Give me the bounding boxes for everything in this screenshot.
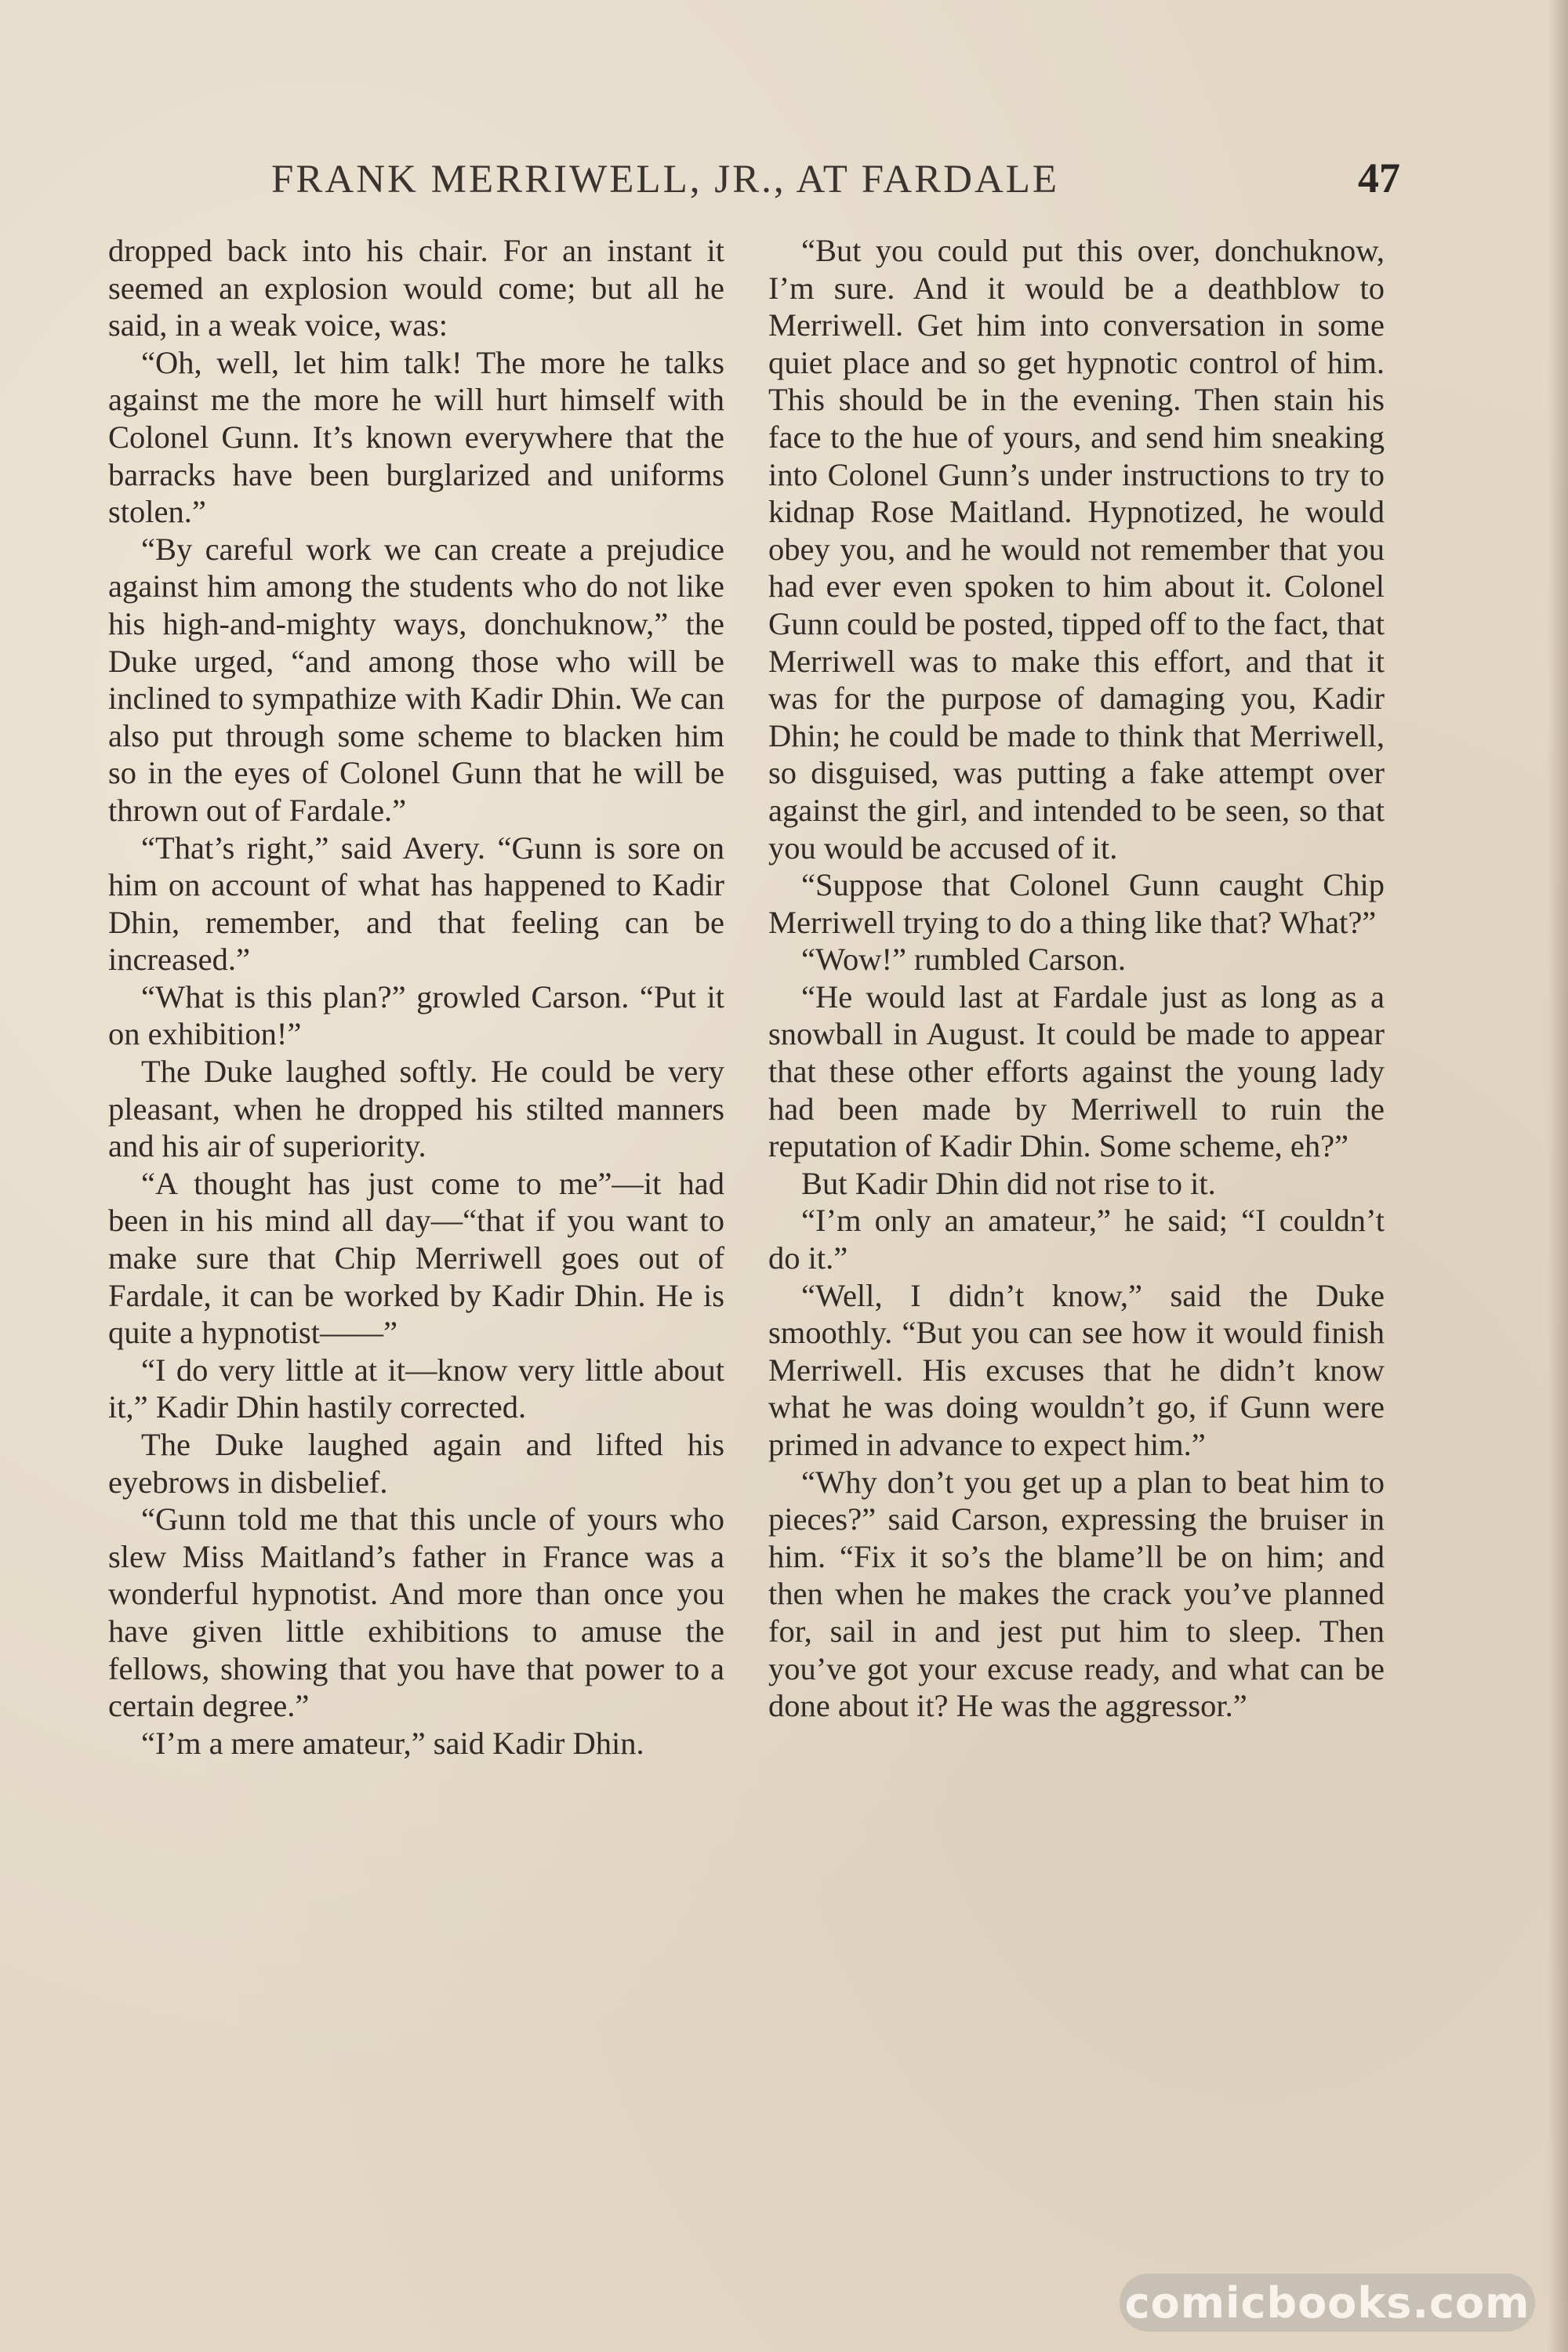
paragraph: “Why don’t you get up a plan to beat him to pieces?” said Carson, expressing the bruiser in him. “Fix it so’s the blame’ll be on him; and then when he makes the crack you’ve planned for, sail in and jest put him to sleep. Then you’ve got your excuse ready, and what can be done about it? He was the aggressor.” bbox=[768, 1464, 1385, 1724]
page-edge-shadow bbox=[1548, 0, 1568, 2352]
paragraph: But Kadir Dhin did not rise to it. bbox=[801, 1165, 1216, 1201]
paragraph: “I’m a mere amateur,” said Kadir Dhin. bbox=[141, 1725, 644, 1761]
paragraph: “Wow!” rumbled Carson. bbox=[801, 942, 1126, 978]
running-header bbox=[271, 154, 1400, 209]
paragraph: “What is this plan?” growled Carson. “Put it on exhibition!” bbox=[108, 978, 724, 1052]
running-title: FRANK MERRIWELL, JR., AT FARDALE bbox=[271, 158, 1060, 201]
paragraph: “I’m only an amateur,” he said; “I couldn’t do it.” bbox=[768, 1203, 1385, 1276]
paragraph: “By careful work we can create a prejudice against him among the students who do not like his high-and-mighty ways, donchuknow,” the Duke urged, “and among those who will be inclined to sympathize with Kadir Dhin. We can also put through some scheme to blacken him so in the eyes of Colonel Gunn that he will be thrown out of Fardale.” bbox=[108, 531, 724, 828]
paragraph: “Suppose that Colonel Gunn caught Chip Merriwell trying to do a thing like that? What?” bbox=[768, 867, 1385, 940]
paragraph: “A thought has just come to me”—it had been in his mind all day—“that if you want to make sure that Chip Merriwell goes out of Fardale, it can be worked by Kadir Dhin. He is quite a hypnotist——” bbox=[108, 1165, 724, 1351]
text-column-right bbox=[768, 232, 1385, 1725]
paragraph: “He would last at Fardale just as long as a snowball in August. It could be made to appear that these other efforts against the young lady had been made by Merriwell to ruin the reputation of Kadir Dhin. Some scheme, eh?” bbox=[768, 978, 1385, 1164]
paragraph: “Oh, well, let him talk! The more he talks against me the more he will hurt himself with Colonel Gunn. It’s known everywhere that the barracks have been burglarized and uniforms stolen.” bbox=[108, 344, 724, 530]
paragraph: “Well, I didn’t know,” said the Duke smoothly. “But you can see how it would finish Merriwell. His excuses that he didn’t know what he was doing wouldn’t go, if Gunn were primed in advance to expect him.” bbox=[768, 1277, 1385, 1462]
paragraph: “I do very little at it—know very little about it,” Kadir Dhin hastily corrected. bbox=[108, 1352, 724, 1425]
watermark-text: comicbooks.com bbox=[1124, 2278, 1530, 2328]
page-number: 47 bbox=[1358, 154, 1400, 201]
source-watermark bbox=[1120, 2274, 1535, 2332]
text-column-left bbox=[108, 232, 724, 1762]
paragraph: The Duke laughed again and lifted his eyebrows in disbelief. bbox=[108, 1427, 724, 1500]
paragraph: The Duke laughed softly. He could be very pleasant, when he dropped his stilted manners and his air of superiority. bbox=[108, 1054, 724, 1164]
paragraph: “Gunn told me that this uncle of yours who slew Miss Maitland’s father in France was a wonderful hypnotist. And more than once you have given little exhibitions to amuse the fellows, showing that you have that power to a certain degree.” bbox=[108, 1501, 724, 1724]
paragraph: “That’s right,” said Avery. “Gunn is sore on him on account of what has happened to Kadir Dhin, remember, and that feeling can be increased.” bbox=[108, 829, 724, 978]
paragraph: dropped back into his chair. For an instant it seemed an explosion would come; but all he said, in a weak voice, was: bbox=[108, 233, 724, 343]
paragraph: “But you could put this over, donchuknow, I’m sure. And it would be a deathblow to Merriwell. Get him into conversation in some quiet place and so get hypnotic control of him. This should be in the evening. Then stain his face to the hue of yours, and send him sneaking into Colonel Gunn’s under instructions to try to kidnap Rose Maitland. Hypnotized, he would obey you, and he would not remember that you had ever even spoken to him about it. Colonel Gunn could be posted, tipped off to the fact, that Merriwell was to make this effort, and that it was for the purpose of damaging you, Kadir Dhin; he could be made to think that Merriwell, so disguised, was putting a fake attempt over against the girl, and intended to be seen, so that you would be accused of it. bbox=[768, 233, 1385, 866]
